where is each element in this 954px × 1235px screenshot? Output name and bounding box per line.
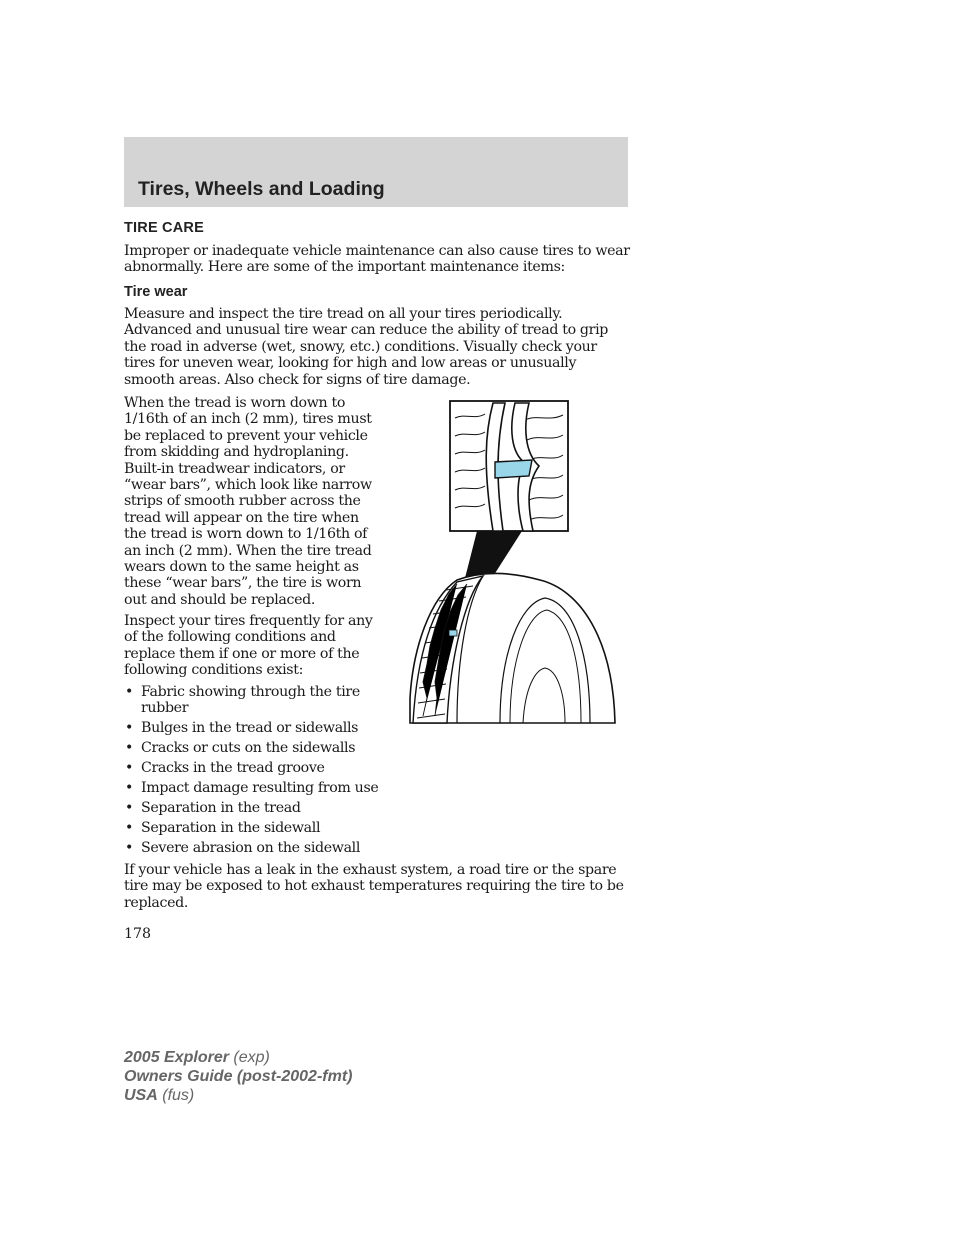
list-item: • Impact damage resulting from use — [124, 780, 386, 796]
list-item: • Severe abrasion on the sidewall — [124, 840, 386, 856]
tire-wear-bar-illustration — [405, 398, 620, 728]
document-footer — [124, 1048, 352, 1105]
list-item: • Cracks in the tread groove — [124, 760, 386, 776]
footer-model: 2005 Explorer — [124, 1049, 229, 1066]
subheading-tire-wear: Tire wear — [124, 284, 188, 300]
list-item: • Fabric showing through the tire rubber — [124, 684, 386, 717]
tire-care-intro: Improper or inadequate vehicle maintenance can also cause tires to wear abnormally. Here are some of the important maintenance items: — [124, 243, 630, 276]
footer-model-code: (exp) — [233, 1049, 270, 1066]
page-title: Tires, Wheels and Loading — [138, 178, 385, 200]
tire-conditions-list — [124, 684, 386, 860]
list-item: • Cracks or cuts on the sidewalls — [124, 740, 386, 756]
tire-wear-paragraph-3: Inspect your tires frequently for any of the following conditions and replace them if one or more of the following conditions exist: — [124, 613, 373, 679]
list-item: • Bulges in the tread or sidewalls — [124, 720, 386, 736]
tire-wear-paragraph-2: When the tread is worn down to 1/16th of an inch (2 mm), tires must be replaced to prevent your vehicle from skidding and hydroplaning. Built-in treadwear indicators, or “wear bars”, which look like narrow strips of smooth rubber across the tread will appear on the tire when the tread is worn down to 1/16th of an inch (2 mm). When the tire tread wears down to the same height as these “wear bars”, the tire is worn out and should be replaced. — [124, 395, 372, 608]
footer-market: USA — [124, 1087, 158, 1104]
list-item: • Separation in the sidewall — [124, 820, 386, 836]
page-number: 178 — [124, 926, 152, 942]
footer-guide: Owners Guide (post-2002-fmt) — [124, 1068, 353, 1085]
exhaust-warning-paragraph: If your vehicle has a leak in the exhaust system, a road tire or the spare tire may be exposed to hot exhaust temperatures requiring the tire to be replaced. — [124, 862, 624, 911]
footer-market-code: (fus) — [162, 1087, 195, 1104]
list-item: • Separation in the tread — [124, 800, 386, 816]
section-heading-tire-care: TIRE CARE — [124, 220, 204, 236]
section-header-band — [124, 137, 628, 207]
tire-wear-paragraph-1: Measure and inspect the tire tread on all your tires periodically. Advanced and unusual tire wear can reduce the ability of tread to grip the road in adverse (wet, snowy, etc.) conditions. Visually check your tires for uneven wear, looking for high and low areas or unusually smooth areas. Also check for signs of tire damage. — [124, 306, 609, 388]
